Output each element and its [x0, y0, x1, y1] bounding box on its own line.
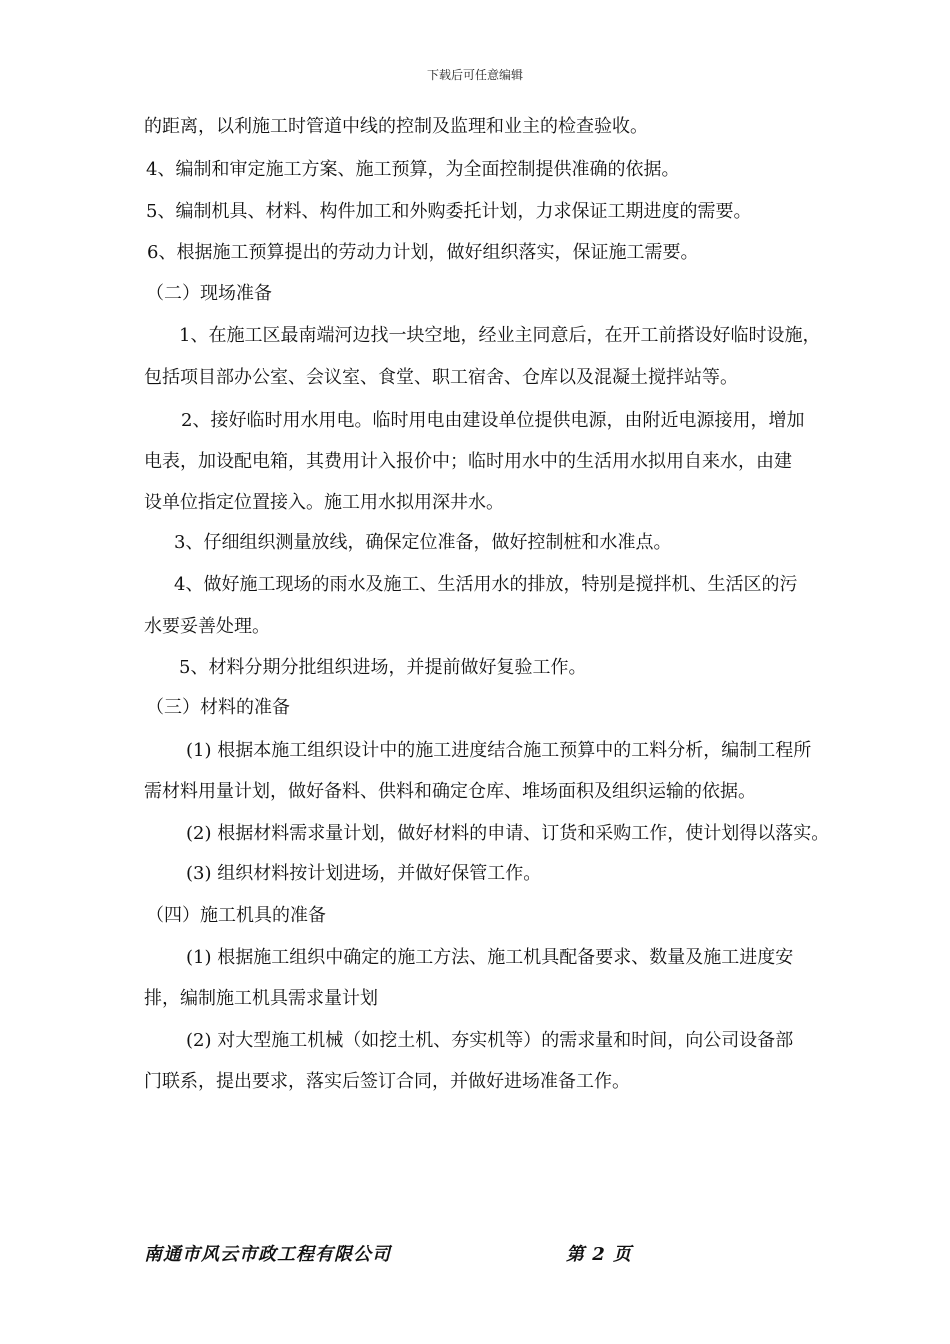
header-note: 下载后可任意编辑 [426, 68, 523, 82]
body-line-17: 需材料用量计划，做好备料、供料和确定仓库、堆场面积及组织运输的依据。 [144, 781, 756, 802]
body-line-4: 6、根据施工预算提出的劳动力计划，做好组织落实，保证施工需要。 [147, 242, 699, 263]
body-line-21: (1) 根据施工组织中确定的施工方法、施工机具配备要求、数量及施工进度安 [186, 947, 794, 968]
body-line-7: 包括项目部办公室、会议室、食堂、职工宿舍、仓库以及混凝土搅拌站等。 [144, 367, 738, 388]
body-line-9: 电表，加设配电箱，其费用计入报价中；临时用水中的生活用水拟用自来水，由建 [144, 451, 792, 472]
body-line-24: 门联系，提出要求，落实后签订合同，并做好进场准备工作。 [144, 1071, 630, 1092]
body-line-10: 设单位指定位置接入。施工用水拟用深井水。 [144, 492, 504, 513]
body-line-19: (3) 组织材料按计划进场，并做好保管工作。 [186, 863, 542, 884]
section-heading-2: （二）现场准备 [146, 283, 272, 304]
body-line-3: 5、编制机具、材料、构件加工和外购委托计划，力求保证工期进度的需要。 [146, 201, 752, 222]
body-line-18: (2) 根据材料需求量计划，做好材料的申请、订货和采购工作，使计划得以落实。 [186, 823, 830, 844]
footer-page-number: 第 2 页 [566, 1244, 633, 1265]
body-line-2: 4、编制和审定施工方案、施工预算，为全面控制提供准确的依据。 [146, 159, 680, 180]
body-line-22: 排，编制施工机具需求量计划 [144, 988, 378, 1009]
body-line-13: 水要妥善处理。 [144, 616, 270, 637]
body-line-8: 2、接好临时用水用电。临时用电由建设单位提供电源，由附近电源接用，增加 [181, 410, 805, 431]
body-line-6: 1、在施工区最南端河边找一块空地，经业主同意后，在开工前搭设好临时设施， [179, 325, 821, 346]
body-line-12: 4、做好施工现场的雨水及施工、生活用水的排放，特别是搅拌机、生活区的污 [174, 574, 798, 595]
body-line-16: (1) 根据本施工组织设计中的施工进度结合施工预算中的工料分析，编制工程所 [186, 740, 812, 761]
body-line-1: 的距离，以利施工时管道中线的控制及监理和业主的检查验收。 [144, 116, 648, 137]
body-line-11: 3、仔细组织测量放线，确保定位准备，做好控制桩和水准点。 [174, 532, 672, 553]
section-heading-4: （四）施工机具的准备 [146, 905, 326, 926]
section-heading-3: （三）材料的准备 [146, 697, 290, 718]
body-line-23: (2) 对大型施工机械（如挖土机、夯实机等）的需求量和时间，向公司设备部 [186, 1030, 794, 1051]
body-line-14: 5、材料分期分批组织进场，并提前做好复验工作。 [179, 657, 587, 678]
footer-company: 南通市风云市政工程有限公司 [144, 1244, 391, 1265]
